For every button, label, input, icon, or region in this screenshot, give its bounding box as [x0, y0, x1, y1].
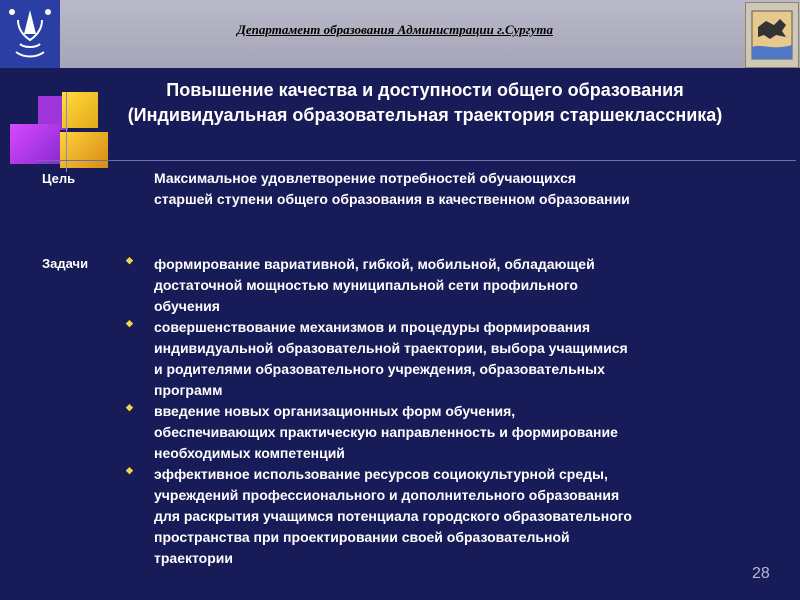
task-2-line-3: и родителями образовательного учреждения, образовательных — [154, 361, 605, 377]
task-item-1 — [126, 254, 776, 317]
slide-title-line-2: (Индивидуальная образовательная траектория старшеклассника) — [127, 105, 723, 125]
deco-square-orange — [60, 132, 108, 168]
goal-label: Цель — [42, 171, 76, 186]
task-3-line-2: обеспечивающих практическую направленность и формирование — [154, 424, 618, 440]
task-2-line-4: программ — [154, 382, 223, 398]
task-2-line-1: совершенствование механизмов и процедуры формирования — [154, 319, 590, 335]
goal-line-1: Максимальное удовлетворение потребностей обучающихся — [154, 170, 577, 186]
diamond-bullet-icon: ◆ — [126, 318, 133, 328]
task-1-line-1: формирование вариативной, гибкой, мобильной, обладающей — [154, 256, 595, 272]
deco-horizontal-line — [36, 160, 796, 161]
diamond-bullet-icon: ◆ — [126, 402, 133, 412]
task-4-line-2: учреждений профессионального и дополнительного образования — [154, 487, 620, 503]
task-item-2 — [126, 317, 776, 401]
task-item-3 — [126, 401, 776, 464]
task-1-line-3: обучения — [154, 298, 220, 314]
goal-text — [154, 168, 784, 210]
tasks-label: Задачи — [42, 256, 89, 271]
page-number: 28 — [752, 565, 770, 582]
slide-title-line-1: Повышение качества и доступности общего образования — [166, 80, 684, 100]
deco-square-violet — [10, 124, 60, 164]
slide-title — [40, 78, 800, 128]
task-4-line-5: траектории — [154, 550, 233, 566]
diamond-bullet-icon: ◆ — [126, 255, 133, 265]
task-1-line-2: достаточной мощностью муниципальной сети профильного — [154, 277, 578, 293]
goal-line-2: старшей ступени общего образования в качественном образовании — [154, 191, 630, 207]
task-3-line-1: введение новых организационных форм обучения, — [154, 403, 516, 419]
tasks-list — [126, 254, 776, 569]
department-header: Департамент образования Администрации г.Сургута — [237, 22, 553, 37]
task-4-line-1: эффективное использование ресурсов социокультурной среды, — [154, 466, 608, 482]
task-2-line-2: индивидуальной образовательной траектории, выбора учащимися — [154, 340, 628, 356]
task-item-4 — [126, 464, 776, 569]
diamond-bullet-icon: ◆ — [126, 465, 133, 475]
task-4-line-3: для раскрытия учащимся потенциала городского образовательного — [154, 508, 632, 524]
task-3-line-3: необходимых компетенций — [154, 445, 345, 461]
task-4-line-4: пространства при проектировании своей образовательной — [154, 529, 570, 545]
